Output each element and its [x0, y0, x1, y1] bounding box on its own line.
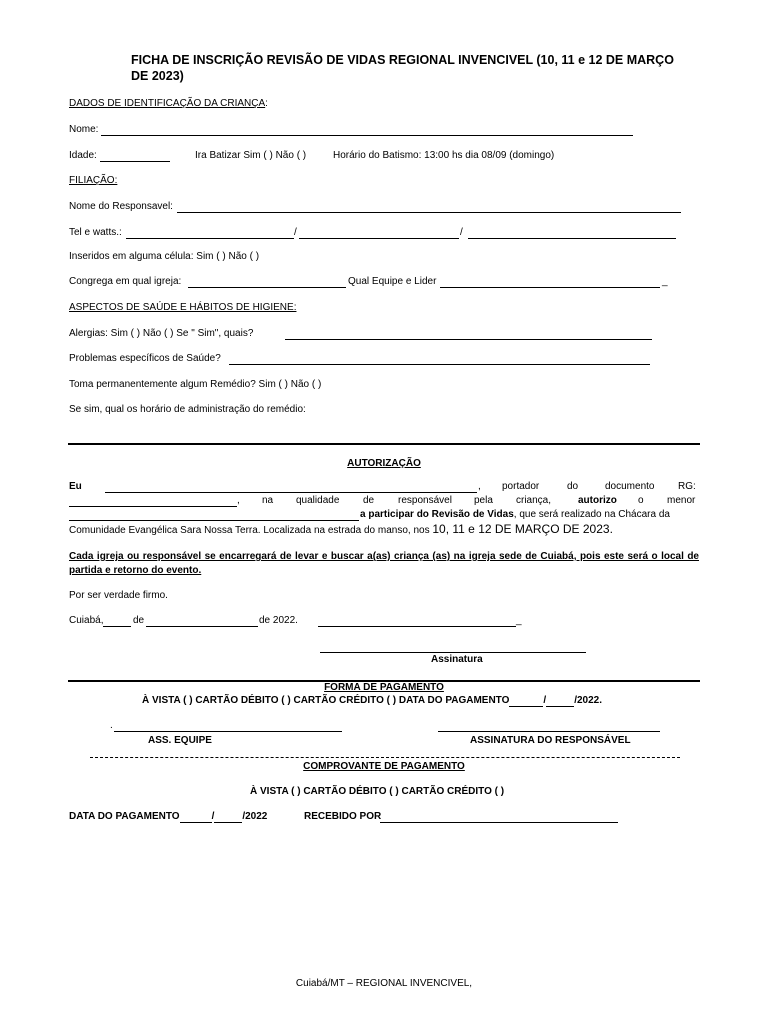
name-field[interactable] — [101, 135, 633, 136]
phone-field-3[interactable] — [468, 238, 676, 239]
payment-month-field[interactable] — [546, 695, 574, 707]
receipt-slash-1: / — [211, 811, 215, 822]
auth-minor-field[interactable] — [69, 520, 359, 521]
payment-year: 2022. — [576, 695, 602, 706]
payment-options-text: À VISTA ( ) CARTÃO DÉBITO ( ) CARTÃO CRÉDITO ( ) DATA DO PAGAMENTO — [142, 695, 510, 706]
payment-slash-1: / — [543, 695, 547, 706]
received-by-field[interactable] — [380, 822, 618, 823]
responsible-field[interactable] — [177, 212, 681, 213]
child-section-heading-colon: : — [265, 98, 268, 109]
auth-menor: menor — [667, 495, 696, 506]
cut-line — [90, 757, 680, 758]
name-label: Nome: — [69, 124, 99, 135]
health-problems-field[interactable] — [229, 364, 650, 365]
baptize-choice[interactable]: Ira Batizar Sim ( ) Não ( ) — [195, 150, 307, 161]
auth-place-field[interactable] — [318, 626, 516, 627]
team-sig-label: ASS. EQUIPE — [148, 735, 212, 746]
auth-o: o — [638, 495, 644, 506]
allergies-field[interactable] — [285, 339, 652, 340]
receipt-options[interactable]: À VISTA ( ) CARTÃO DÉBITO ( ) CARTÃO CRÉDITO ( ) — [250, 786, 505, 797]
phone-label: Tel e watts.: — [69, 227, 122, 238]
responsible-sig-label: ASSINATURA DO RESPONSÁVEL — [470, 735, 631, 746]
payment-day-field[interactable] — [509, 695, 543, 707]
church-field[interactable] — [188, 287, 346, 288]
health-problems-label: Problemas específicos de Saúde? — [69, 353, 221, 364]
auth-eu: Eu — [69, 481, 82, 492]
phone-slash-1: / — [294, 227, 297, 238]
cell-group-choice[interactable]: Inseridos em alguma célula: Sim ( ) Não ( ) — [69, 251, 260, 262]
auth-line-4 — [69, 522, 613, 536]
age-field[interactable] — [100, 161, 170, 162]
child-section-heading — [69, 98, 268, 109]
age-label: Idade: — [69, 150, 97, 161]
payment-options[interactable] — [142, 695, 602, 707]
auth-rg-field[interactable] — [69, 506, 237, 507]
auth-line-3 — [360, 509, 670, 520]
receipt-date[interactable] — [69, 811, 267, 823]
auth-de: de — [363, 495, 375, 506]
auth-comma-1: , — [478, 481, 481, 492]
auth-notice: Cada igreja ou responsável se encarregará de levar e buscar a(as) criança (as) na igreja sede de Cuiabá, pois este será o local de partida e retorno do evento. — [69, 551, 699, 576]
footer-text: Cuiabá/MT – REGIONAL INVENCIVEL, — [295, 978, 473, 989]
authorization-heading: AUTORIZAÇÃO — [347, 458, 421, 469]
auth-do: do — [567, 481, 579, 492]
receipt-month-field[interactable] — [211, 811, 242, 823]
phone-slash-2: / — [460, 227, 463, 238]
auth-document: documento — [605, 481, 655, 492]
receipt-day-field[interactable] — [180, 811, 212, 823]
team-sig-dot: . — [110, 720, 113, 731]
responsible-signature-field[interactable] — [438, 731, 660, 732]
team-field[interactable] — [440, 287, 660, 288]
receipt-year: 2022 — [245, 811, 268, 822]
auth-name-field[interactable] — [105, 492, 477, 493]
auth-day-field[interactable] — [103, 626, 131, 627]
auth-year: de 2022. — [259, 615, 298, 626]
auth-comma-2: , — [237, 495, 240, 506]
team-line-end: _ — [662, 276, 668, 287]
auth-de-label: de — [133, 615, 145, 626]
filiation-heading: FILIAÇÃO: — [69, 175, 118, 186]
auth-community: Comunidade Evangélica Sara Nossa Terra. Localizada na estrada do manso, nos — [69, 525, 430, 536]
page-title: FICHA DE INSCRIÇÃO REVISÃO DE VIDAS REGIONAL INVENCIVEL (10, 11 e 12 DE MARÇO DE 2023) — [131, 53, 674, 83]
team-signature-field[interactable] — [114, 731, 342, 732]
auth-na: na — [262, 495, 274, 506]
signature-label: Assinatura — [431, 654, 483, 665]
medicine-schedule-label: Se sim, qual os horário de administração do remédio: — [69, 404, 306, 415]
medicine-choice[interactable]: Toma permanentemente algum Remédio? Sim ( ) Não ( ) — [69, 379, 322, 390]
church-label: Congrega em qual igreja: — [69, 276, 182, 287]
signature-field[interactable] — [320, 652, 586, 653]
received-by-label: RECEBIDO POR — [304, 811, 382, 822]
receipt-date-label: DATA DO PAGAMENTO — [69, 811, 180, 822]
payment-heading: FORMA DE PAGAMENTO — [324, 682, 444, 693]
allergies-choice[interactable]: Alergias: Sim ( ) Não ( ) Se " Sim", quais? — [69, 328, 254, 339]
baptism-time: Horário do Batismo: 13:00 hs dia 08/09 (domingo) — [333, 150, 555, 161]
health-heading: ASPECTOS DE SAÚDE E HÁBITOS DE HIGIENE: — [69, 302, 297, 313]
receipt-slash-2: / — [242, 811, 246, 822]
auth-bearer: portador — [502, 481, 540, 492]
auth-dates: 10, 11 e 12 DE MARÇO DE 2023. — [432, 522, 613, 536]
auth-responsavel: responsável — [398, 495, 452, 506]
auth-truth: Por ser verdade firmo. — [69, 590, 168, 601]
auth-month-field[interactable] — [146, 626, 258, 627]
auth-qualidade: qualidade — [296, 495, 340, 506]
responsible-label: Nome do Responsavel: — [69, 201, 173, 212]
auth-crianca: criança, — [516, 495, 552, 506]
team-label: Qual Equipe e Lider — [348, 276, 437, 287]
auth-autorizo: autorizo — [578, 495, 617, 506]
auth-pela: pela — [474, 495, 493, 506]
phone-field-1[interactable] — [126, 238, 294, 239]
receipt-heading: COMPROVANTE DE PAGAMENTO — [303, 761, 465, 772]
auth-participate: a participar do Revisão de Vidas — [360, 509, 514, 520]
child-section-heading-text: DADOS DE IDENTIFICAÇÃO DA CRIANÇA — [69, 98, 266, 109]
auth-location: , que será realizado na Chácara da — [513, 509, 670, 520]
auth-place-end: _ — [516, 615, 522, 626]
payment-slash-2: / — [574, 695, 577, 706]
phone-field-2[interactable] — [299, 238, 459, 239]
section-divider — [68, 443, 700, 445]
auth-rg: RG: — [678, 481, 696, 492]
auth-city: Cuiabá, — [69, 615, 104, 626]
